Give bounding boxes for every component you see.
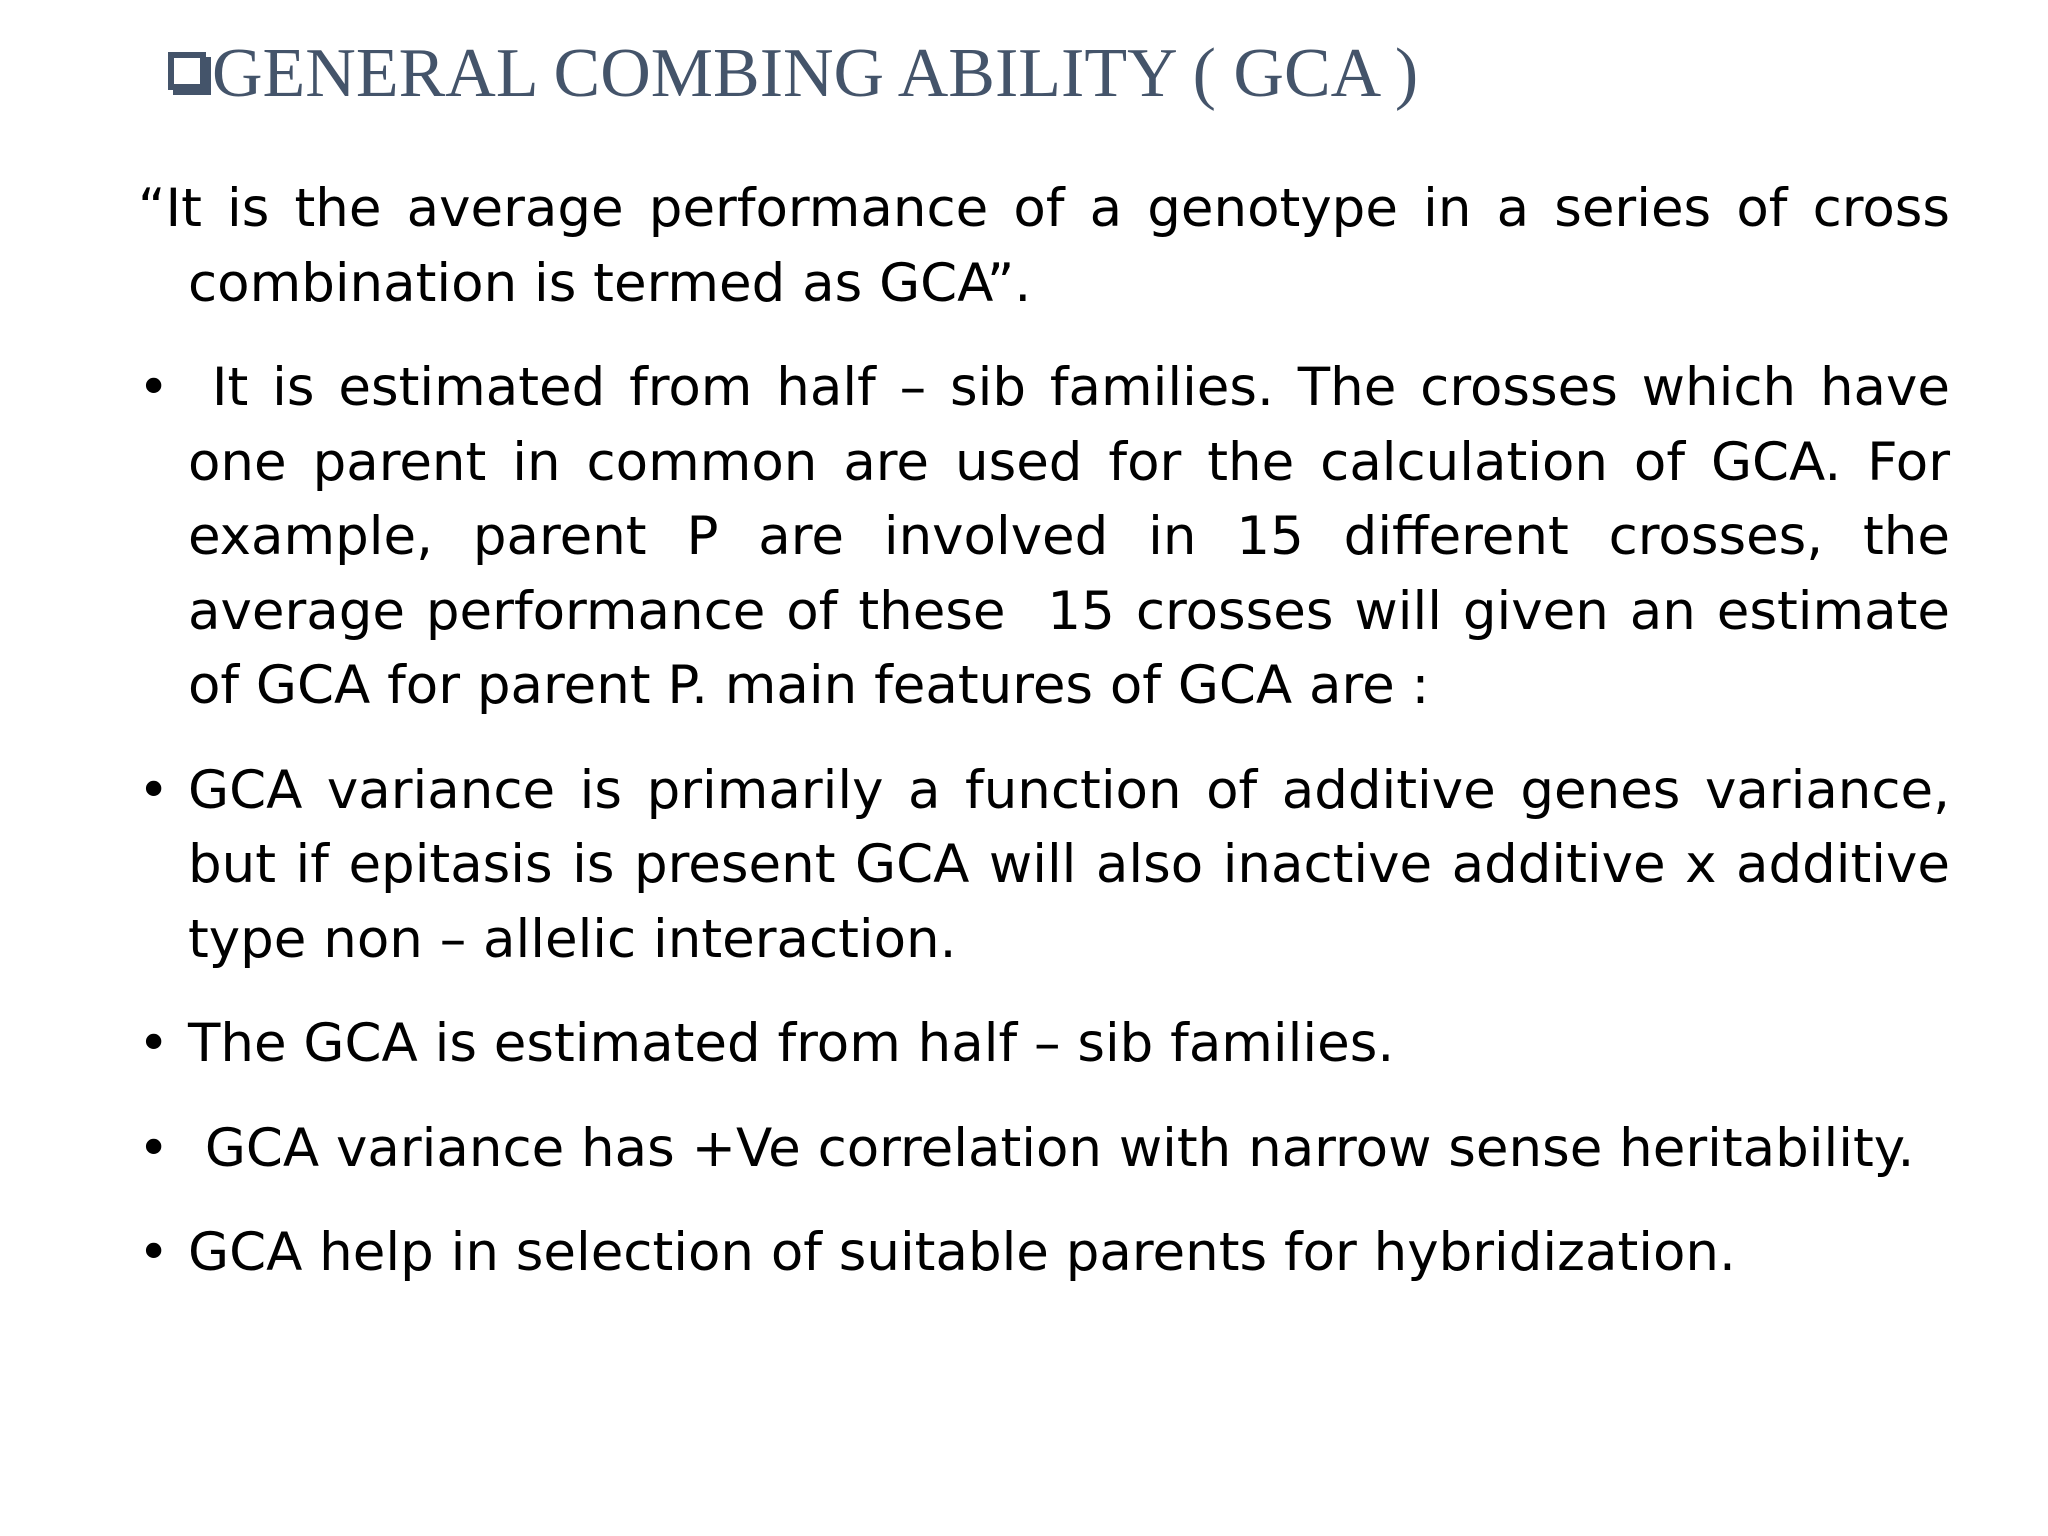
bullet-icon: • [138,759,170,821]
bullet-item [138,1112,1950,1187]
bullet-icon: • [138,357,170,418]
bullet-icon: • [138,1013,170,1074]
definition-paragraph [138,172,1950,321]
bullet-text: It is estimated from half – sib families. The crosses which have one parent in common are used for the calculation of GCA. For example, parent P are involved in 15 different crosses, the average performance of these 15 crosses will given an estimate of GCA for parent P. main features of GCA are : [188,357,1967,716]
bullet-text: GCA variance is primarily a function of additive genes variance, but if epitasis is present GCA will also inactive additive x additive type non – allelic interaction. [188,759,1950,970]
bullet-text: GCA variance has +Ve correlation with narrow sense heritability. [188,1117,1915,1179]
bullet-icon: • [138,1117,170,1179]
bullet-item [138,1216,1950,1291]
checkbox-square-icon [168,52,206,90]
slide-body [138,172,1967,1321]
bullet-text: The GCA is estimated from half – sib families. [188,1013,1395,1074]
bullet-item [138,754,1950,978]
bullet-item [138,351,1967,724]
slide-title-text: GENERAL COMBING ABILITY ( GCA ) [212,35,1419,112]
slide-title [168,34,1418,114]
bullet-text: GCA help in selection of suitable parents for hybridization. [188,1222,1736,1283]
bullet-item [138,1007,1950,1082]
definition-text: “It is the average performance of a genotype in a series of cross combination is termed as GCA”. [138,178,1950,314]
bullet-icon: • [138,1222,170,1283]
